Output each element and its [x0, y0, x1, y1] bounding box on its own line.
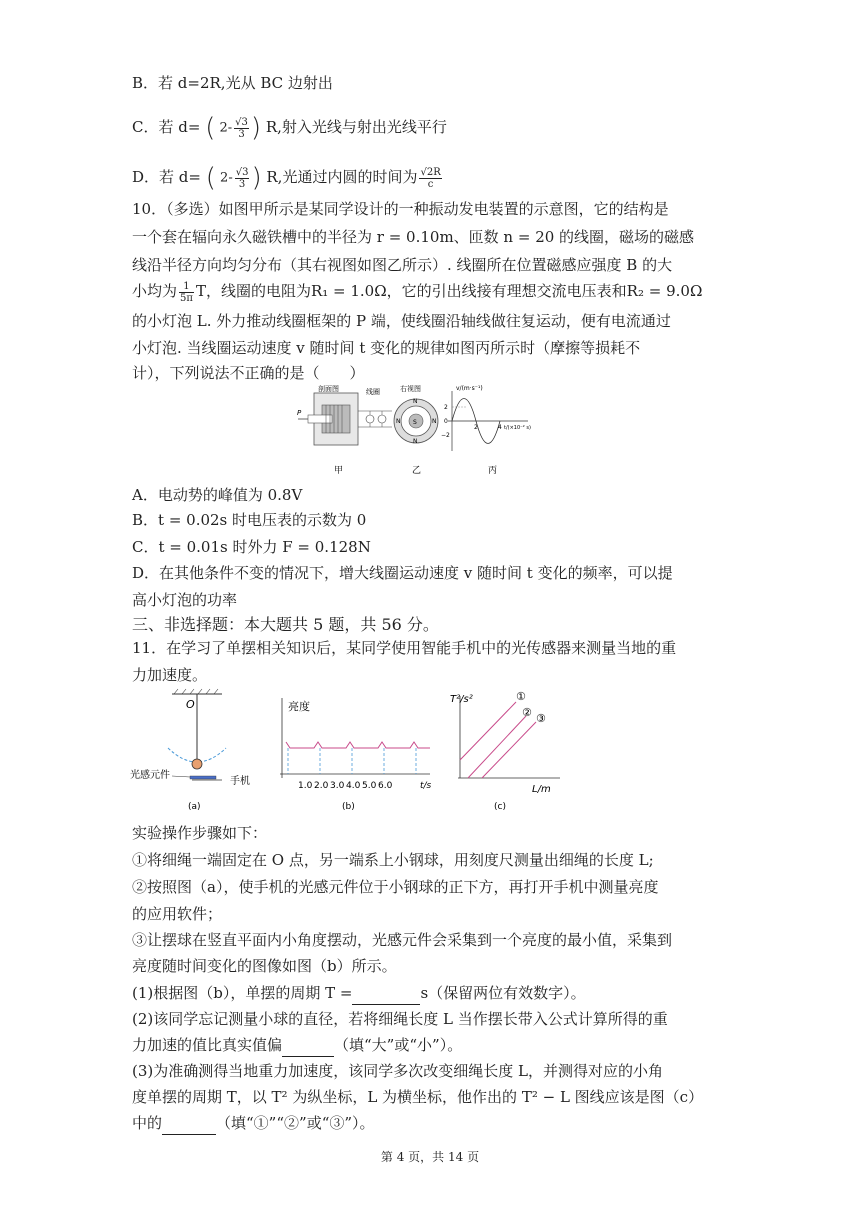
q11-part-2-line-1: (2)该同学忘记测量小球的直径，若将细绳长度 L 当作摆长带入公式计算所得的重	[132, 1010, 668, 1028]
option-d-time-fraction: $\frac{√2R}{c}$	[420, 166, 441, 190]
brightness-axis-label: 亮度	[288, 700, 310, 713]
right-view-label: 右视图	[400, 385, 421, 393]
q10-line-5: 的小灯泡 L. 外力推动线圈框架的 P 端，使线圈沿轴线做往复运动，便有电流通过	[132, 312, 671, 330]
voltmeter-symbol	[366, 415, 374, 423]
fig-bing-vt-graph	[441, 385, 531, 451]
lamp-symbol	[378, 415, 386, 423]
q11-part-3-line-3: 中的 （填“①”“②”或“③”）。	[132, 1112, 375, 1135]
fig-label-yi: 乙	[412, 466, 422, 476]
option-c-prefix: C．若 d=	[132, 118, 201, 136]
option-b-prev: B．若 d=2R,光从 BC 边射出	[132, 74, 333, 92]
option-d-prefix: D．若 d=	[132, 168, 201, 186]
q10-line-2: 一个套在辐向永久磁铁槽中的半径为 r = 0.10m、匝数 n = 20 的线圈，磁场的磁感	[132, 228, 695, 246]
answer-blank-graph-line[interactable]	[162, 1112, 216, 1135]
svg-text:2: 2	[474, 424, 478, 431]
pivot-o-label: O	[186, 698, 195, 711]
xtick-5: 5.0	[362, 781, 377, 791]
q11-intro-line-2: 力加速度。	[132, 666, 208, 684]
q11-step-2-line-2: 的应用软件；	[132, 905, 223, 923]
q10-figure	[296, 385, 566, 477]
t-axis-label: t/(×10⁻² s)	[504, 425, 531, 431]
svg-text:S: S	[413, 419, 417, 426]
fig-jia-device	[297, 385, 392, 445]
sensor-label: 光感元件	[130, 770, 170, 781]
phone-label: 手机	[230, 776, 250, 787]
fig-label-bing: 丙	[488, 466, 498, 476]
q11-step-3-line-1: ③让摆球在竖直平面内小角度摆动，光感元件会采集到一个亮度的最小值，采集到	[132, 931, 673, 949]
xtick-6: 6.0	[378, 781, 393, 791]
q10-line-4: 小均为 $\frac{1}{5\pi}$ T，线圈的电阻为R₁ = 1.0Ω，它的引出线接有理想交流电压表和R₂ = 9.0Ω	[132, 280, 703, 304]
option-c-suffix: R,射入光线与射出光线平行	[265, 118, 447, 136]
q10-line-1: 10．（多选）如图甲所示是某同学设计的一种振动发电装置的示意图，它的结构是	[132, 200, 669, 218]
q11-intro-line-1: 11．在学习了单摆相关知识后，某同学使用智能手机中的光传感器来测量当地的重	[132, 639, 677, 657]
fig-b-caption: (b)	[342, 802, 355, 812]
q10-line-7: 计），下列说法不正确的是（ ）	[132, 364, 365, 382]
fig-c-t2-l	[450, 690, 560, 812]
section-view-label: 剖面图	[318, 385, 339, 393]
q11-figures	[130, 688, 570, 818]
section-3-heading: 三、非选择题：本大题共 5 题，共 56 分。	[132, 615, 439, 634]
svg-text:N: N	[432, 418, 437, 425]
q11-step-2-line-1: ②按照图（a），使手机的光感元件位于小钢球的正下方，再打开手机中测量亮度	[132, 878, 659, 896]
svg-text:N: N	[396, 418, 401, 425]
svg-text:N: N	[413, 438, 418, 445]
q11-part-2-line-2: 力加速的值比真实值偏 （填“大”或“小”）。	[132, 1034, 462, 1057]
q11-part-1: (1)根据图（b），单摆的周期 T = s（保留两位有效数字）。	[132, 982, 586, 1005]
xtick-3: 3.0	[330, 781, 345, 791]
q10-option-d-line-2: 高小灯泡的功率	[132, 591, 238, 609]
q10-line-3: 线沿半径方向均匀分布（其右视图如图乙所示）. 线圈所在位置磁感应强度 B 的大	[132, 256, 673, 274]
xtick-1: 1.0	[298, 781, 313, 791]
q11-steps-heading: 实验操作步骤如下：	[132, 824, 268, 842]
fig-a-caption: (a)	[188, 802, 201, 812]
q11-part-3-line-2: 度单摆的周期 T，以 T² 为纵坐标，L 为横坐标，他作出的 T² − L 图线应该是图（c）	[132, 1088, 704, 1106]
coil-label: 线圈	[366, 388, 380, 396]
svg-text:0: 0	[444, 418, 448, 425]
answer-blank-bias[interactable]	[282, 1034, 334, 1057]
xtick-2: 2.0	[314, 781, 329, 791]
option-c-prev	[132, 115, 447, 141]
line-1-label: ①	[516, 690, 526, 703]
q11-part-3-line-1: (3)为准确测得当地重力加速度，该同学多次改变细绳长度 L，并测得对应的小角	[132, 1062, 663, 1080]
l-axis-label: L/m	[532, 784, 551, 795]
line-2-label: ②	[522, 706, 532, 719]
q11-step-1: ①将细绳一端固定在 O 点，另一端系上小钢球，用刻度尺测量出细绳的长度 L;	[132, 851, 654, 869]
q10-option-b: B．t = 0.02s 时电压表的示数为 0	[132, 511, 367, 529]
fig-label-jia: 甲	[334, 466, 344, 476]
phone-sensor	[190, 776, 216, 779]
q10-line-6: 小灯泡. 当线圈运动速度 v 随时间 t 变化的规律如图丙所示时（摩擦等损耗不	[132, 339, 641, 357]
p-label: P	[297, 409, 302, 417]
svg-text:4: 4	[498, 424, 502, 431]
line-3-label: ③	[536, 712, 546, 725]
option-c-expr: ( 2- $\frac{√3}{3}$ )	[205, 113, 262, 143]
b-value-fraction: $\frac{1}{5\pi}$	[180, 280, 193, 304]
t2-axis-label: T²/s²	[450, 694, 473, 705]
fig-a-pendulum	[130, 689, 250, 812]
q10-option-c: C．t = 0.01s 时外力 F = 0.128N	[132, 538, 371, 556]
fig-yi-right-view	[394, 385, 438, 445]
v-axis-label: v/(m·s⁻¹)	[456, 385, 483, 392]
option-d-expr: ( 2- $\frac{√3}{3}$ )	[205, 163, 262, 193]
svg-text:2: 2	[444, 404, 448, 411]
q11-step-3-line-2: 亮度随时间变化的图像如图（b）所示。	[132, 957, 397, 975]
q10-option-a: A．电动势的峰值为 0.8V	[132, 486, 303, 504]
page-footer: 第 4 页，共 14 页	[380, 1150, 480, 1164]
q10-option-d-line-1: D．在其他条件不变的情况下，增大线圈运动速度 v 随时间 t 变化的频率，可以提	[132, 564, 673, 582]
option-d-prev	[132, 165, 444, 191]
fig-b-brightness	[280, 698, 432, 812]
fig-c-caption: (c)	[494, 802, 506, 812]
steel-ball	[192, 759, 202, 769]
time-axis-unit: t/s	[420, 781, 432, 791]
answer-blank-period[interactable]	[352, 982, 420, 1005]
svg-text:−2: −2	[441, 432, 450, 439]
svg-text:N: N	[413, 398, 418, 405]
option-d-middle: R,光通过内圆的时间为	[266, 168, 418, 186]
xtick-4: 4.0	[346, 781, 361, 791]
